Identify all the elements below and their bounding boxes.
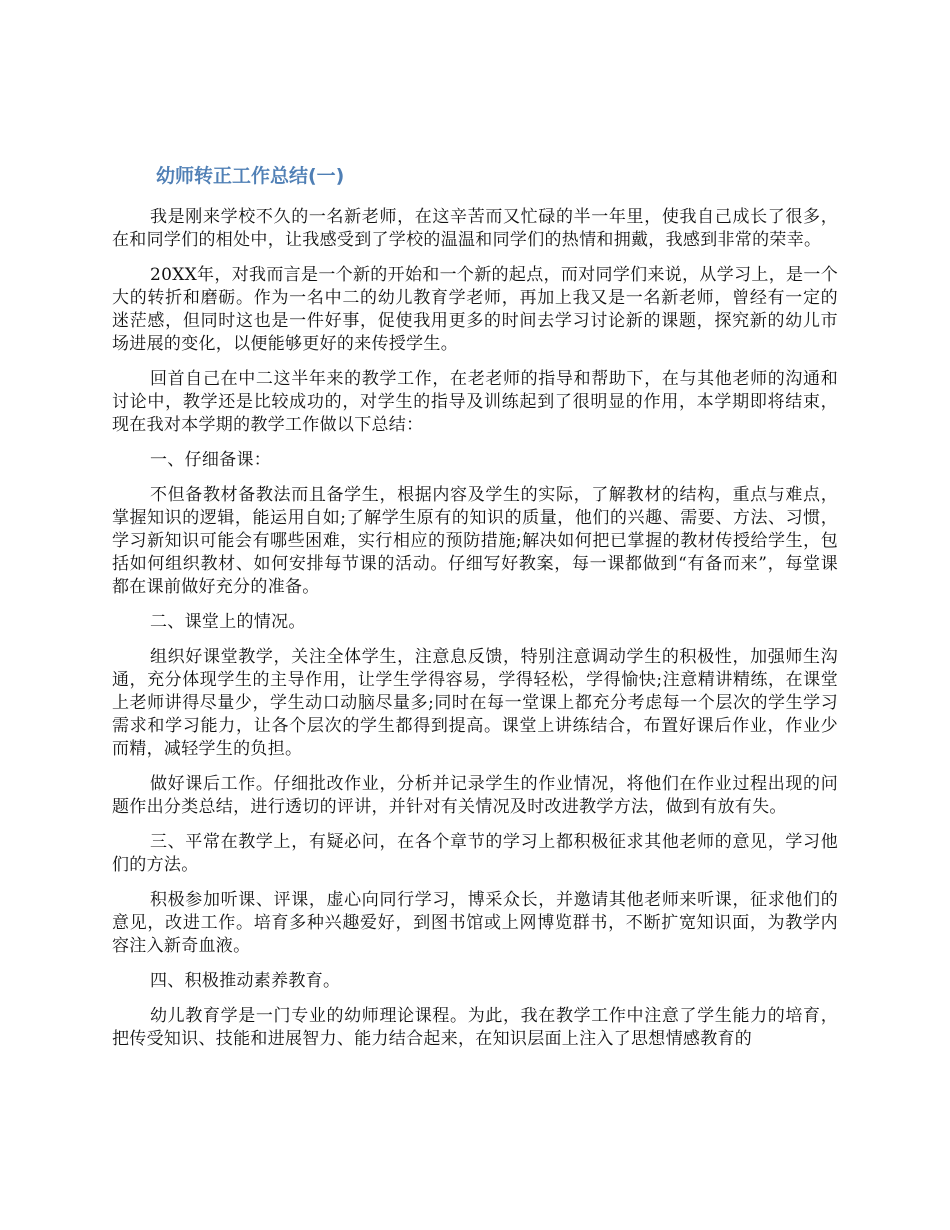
paragraph-lesson-prep: 不但备教材备教法而且备学生，根据内容及学生的实际，了解教材的结构，重点与难点，掌握知识的逻辑，能运用自如;了解学生原有的知识的质量，他们的兴趣、需要、方法、习惯，学习新知识可能会有哪些困难，实行相应的预防措施;解决如何把已掌握的教材传授给学生，包括如何组织教材、如何安排每节课的活动。仔细写好教案，每一课都做到“有备而来”，每堂课都在课前做好充分的准备。 bbox=[112, 485, 838, 597]
paragraph-new-start: 20XX年，对我而言是一个新的开始和一个新的起点，而对同学们来说，从学习上，是一个大的转折和磨砺。作为一名中二的幼儿教育学老师，再加上我又是一名新老师，曾经有一定的迷茫感，但同时这也是一件好事，促使我用更多的时间去学习讨论新的课题，探究新的幼儿市场进展的变化，以便能够更好的来传授学生。 bbox=[112, 265, 838, 354]
section-heading-quality-education: 四、积极推动素养教育。 bbox=[150, 971, 341, 991]
section-heading-classroom: 二、课堂上的情况。 bbox=[150, 612, 306, 632]
paragraph-after-class: 做好课后工作。仔细批改作业，分析并记录学生的作业情况，将他们在作业过程出现的问题作出分类总结，进行透切的评讲，并针对有关情况及时改进教学方法，做到有放有失。 bbox=[112, 774, 838, 817]
paragraph-intro: 我是刚来学校不久的一名新老师，在这辛苦而又忙碌的半一年里，使我自己成长了很多，在和同学们的相处中，让我感受到了学校的温温和同学们的热情和拥戴，我感到非常的荣幸。 bbox=[112, 207, 838, 250]
section-heading-lesson-prep: 一、仔细备课： bbox=[150, 450, 272, 470]
paragraph-classroom: 组织好课堂教学，关注全体学生，注意息反馈，特别注意调动学生的积极性，加强师生沟通，充分体现学生的主导作用，让学生学得容易，学得轻松，学得愉快;注意精讲精练，在课堂上老师讲得尽量少，学生动口动脑尽量多;同时在每一堂课上都充分考虑每一个层次的学生学习需求和学习能力，让各个层次的学生都得到提高。课堂上讲练结合，布置好课后作业，作业少而精，减轻学生的负担。 bbox=[112, 647, 838, 759]
paragraph-quality-education: 幼儿教育学是一门专业的幼师理论课程。为此，我在教学工作中注意了学生能力的培育，把传受知识、技能和进展智力、能力结合起来，在知识层面上注入了思想情感教育的 bbox=[112, 1006, 838, 1049]
document-page bbox=[112, 158, 838, 1063]
paragraph-review: 回首自己在中二这半年来的教学工作，在老老师的指导和帮助下，在与其他老师的沟通和讨论中，教学还是比较成功的，对学生的指导及训练起到了很明显的作用，本学期即将结束，现在我对本学期的教学工作做以下总结： bbox=[112, 369, 838, 435]
paragraph-observe-lessons: 积极参加听课、评课，虚心向同行学习，博采众长，并邀请其他老师来听课，征求他们的意见，改进工作。培育多种兴趣爱好，到图书馆或上网博览群书，不断扩宽知识面，为教学内容注入新奇血液。 bbox=[112, 890, 838, 956]
document-title: 幼师转正工作总结(一) bbox=[156, 165, 345, 187]
section-heading-ask-questions: 三、平常在教学上，有疑必问，在各个章节的学习上都积极征求其他老师的意见，学习他们的方法。 bbox=[112, 832, 838, 875]
